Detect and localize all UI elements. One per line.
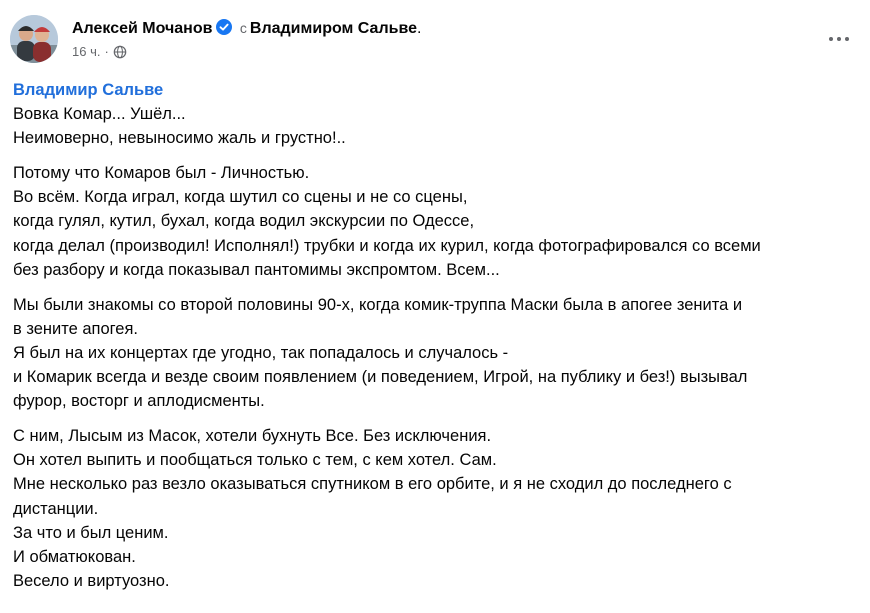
post-line: фурор, восторг и аплодисменты. xyxy=(13,392,265,411)
post-author-line xyxy=(72,18,421,39)
post-paragraph xyxy=(13,293,858,413)
post-header xyxy=(10,15,860,65)
post-line: За что и был ценим. xyxy=(13,523,169,542)
mention-link[interactable]: Владимир Сальве xyxy=(13,81,164,99)
post-paragraph xyxy=(13,102,858,150)
meta-separator: · xyxy=(104,44,109,59)
post-line: Потому что Комаров был - Личностью. xyxy=(13,164,310,183)
post-line: и Комарик всегда и везде своим появлением (и поведением, Игрой, на публику и без!) вызывал xyxy=(13,368,748,387)
post-line: когда гулял, кутил, бухал, когда водил экскурсии по Одессе, xyxy=(13,212,475,231)
post-line: И обматюкован. xyxy=(13,547,136,566)
post-line: в зените апогея. xyxy=(13,319,139,338)
post-body xyxy=(13,78,858,604)
verified-badge-icon xyxy=(216,19,232,35)
post-line: Весело и виртуозно. xyxy=(13,571,170,590)
post-meta xyxy=(72,44,127,60)
post-line: Вовка Комар... Ушёл... xyxy=(13,105,186,124)
more-options-button[interactable] xyxy=(822,25,856,53)
post-line: С ним, Лысым из Масок, хотели бухнуть Все. Без исключения. xyxy=(13,427,492,446)
avatar-photo-icon xyxy=(10,15,58,63)
coauthor-trailing-dot: . xyxy=(416,20,422,37)
more-options-icon xyxy=(829,37,833,41)
post-paragraph xyxy=(13,424,858,593)
with-label: с xyxy=(239,20,247,36)
post-line: Он хотел выпить и пообщаться только с тем, с кем хотел. Сам. xyxy=(13,451,497,470)
post-line: Мы были знакомы со второй половины 90-х, когда комик-труппа Маски была в апогее зенита и xyxy=(13,295,743,314)
post-paragraph xyxy=(13,161,858,281)
post-line: когда делал (производил! Исполнял!) трубки и когда их курил, когда фотографировался со всеми xyxy=(13,236,761,255)
post-line: Неимоверно, невыносимо жаль и грустно!.. xyxy=(13,129,346,148)
post-timestamp[interactable]: 16 ч. xyxy=(72,44,101,59)
post-line: без разбору и когда показывал пантомимы экспромтом. Всем... xyxy=(13,260,500,279)
post-line: Во всём. Когда играл, когда шутил со сцены и не со сцены, xyxy=(13,188,468,207)
coauthor-name[interactable]: Владимиром Сальве xyxy=(249,20,417,37)
globe-icon[interactable] xyxy=(113,45,127,59)
post-line: Я был на их концертах где угодно, так попадалось и случалось - xyxy=(13,343,509,362)
post-line: дистанции. xyxy=(13,499,99,518)
author-avatar[interactable] xyxy=(10,15,58,63)
author-name[interactable]: Алексей Мочанов xyxy=(72,20,213,37)
post-line: Мне несколько раз везло оказываться спутником в его орбите, и я не сходил до последнего с xyxy=(13,475,732,494)
